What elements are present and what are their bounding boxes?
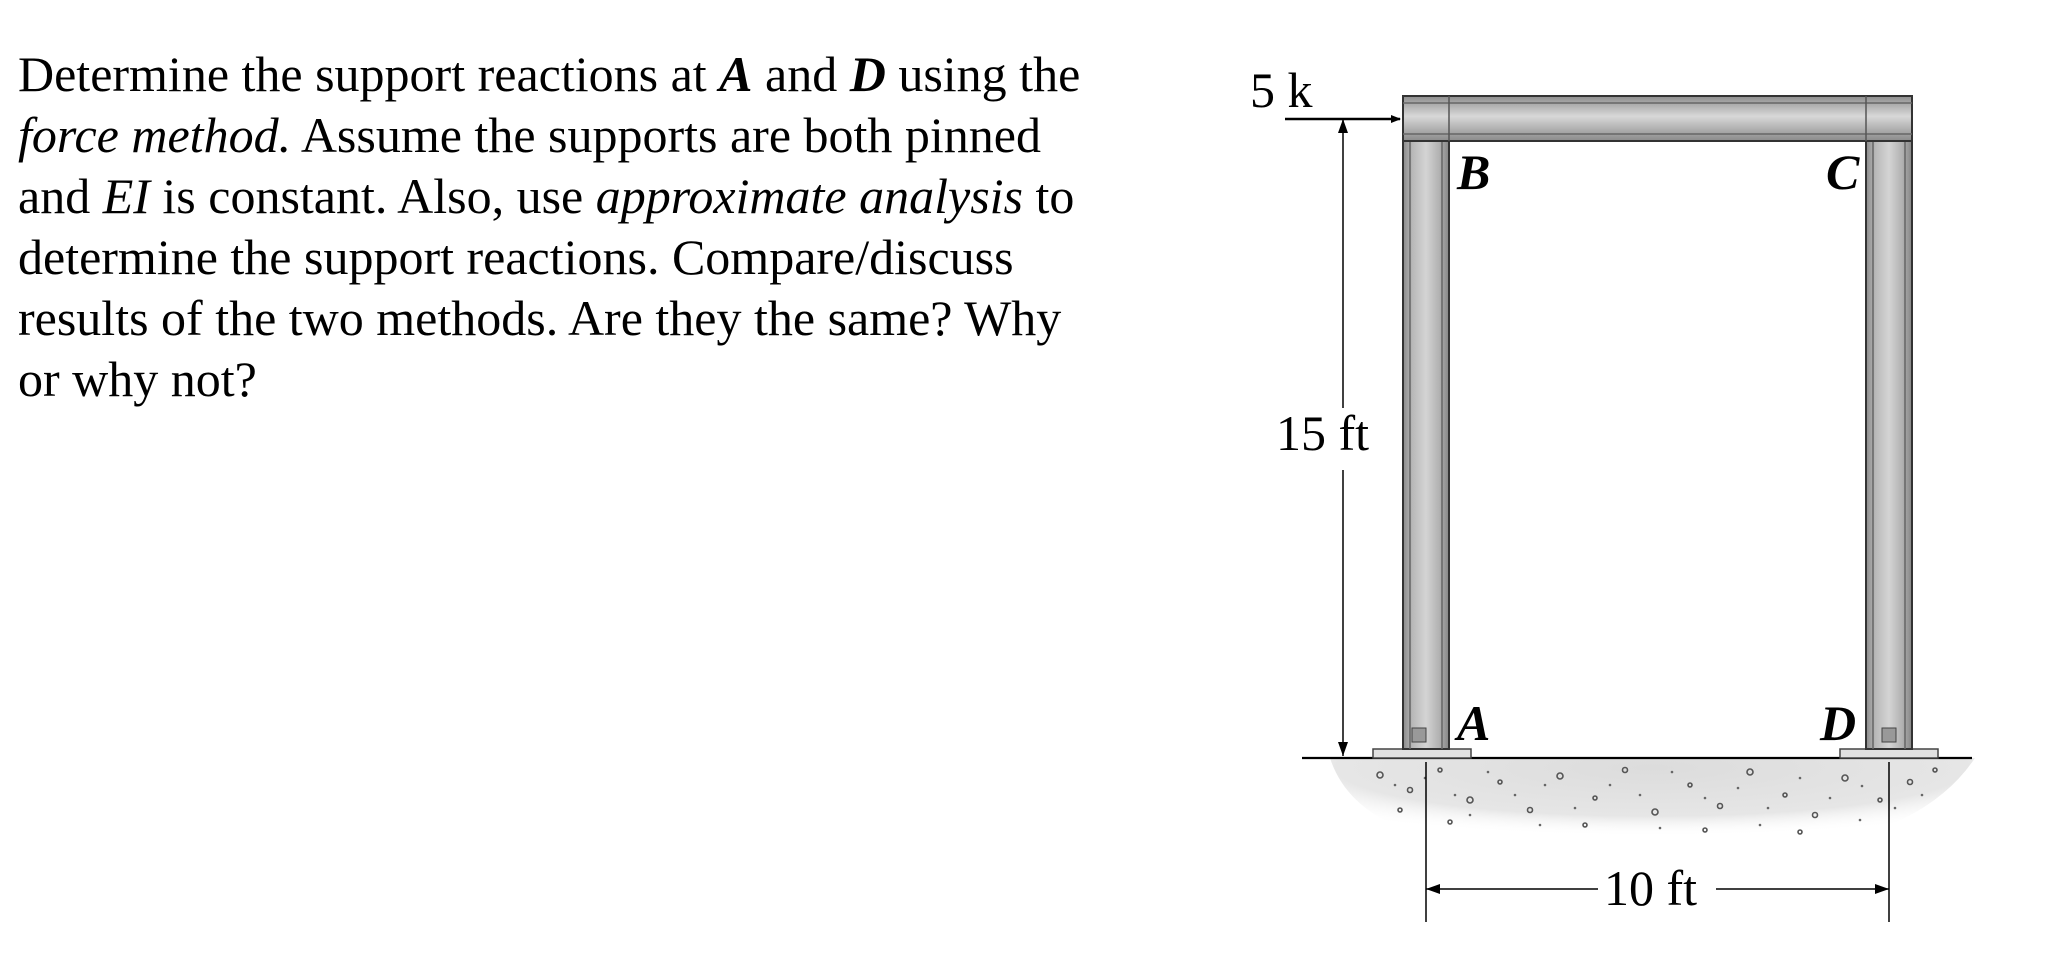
pin-a bbox=[1412, 728, 1426, 742]
column-ab bbox=[1403, 96, 1449, 749]
problem-text: and bbox=[18, 168, 103, 224]
problem-text: determine the support reactions. Compare/discuss bbox=[18, 229, 1014, 285]
beam-bc bbox=[1403, 96, 1912, 141]
problem-text: to bbox=[1023, 168, 1075, 224]
pin-d bbox=[1882, 728, 1896, 742]
problem-text: and bbox=[752, 46, 850, 102]
problem-text: Assume the supports are both pinned bbox=[291, 107, 1041, 163]
approximate-analysis-term: approximate analysis bbox=[595, 168, 1024, 224]
node-label-d: D bbox=[1820, 695, 1857, 751]
load-label: 5 k bbox=[1250, 62, 1313, 118]
problem-text: results of the two methods. Are they the same? Why bbox=[18, 290, 1062, 346]
point-d-ref: D bbox=[849, 46, 886, 102]
problem-text: using the bbox=[885, 46, 1081, 102]
ei-term: EI bbox=[102, 168, 150, 224]
point-a-ref: A bbox=[719, 46, 753, 102]
problem-text: or why not? bbox=[18, 351, 257, 407]
span-label: 10 ft bbox=[1604, 860, 1698, 916]
height-label: 15 ft bbox=[1276, 405, 1370, 461]
force-method-term: force method. bbox=[18, 107, 292, 163]
problem-text: is constant. Also, use bbox=[149, 168, 596, 224]
node-label-c: C bbox=[1826, 144, 1860, 200]
node-label-a: A bbox=[1457, 695, 1491, 751]
node-label-b: B bbox=[1457, 144, 1491, 200]
column-cd bbox=[1866, 96, 1912, 749]
problem-text: Determine the support reactions at bbox=[18, 46, 720, 102]
ground bbox=[1302, 749, 1975, 856]
